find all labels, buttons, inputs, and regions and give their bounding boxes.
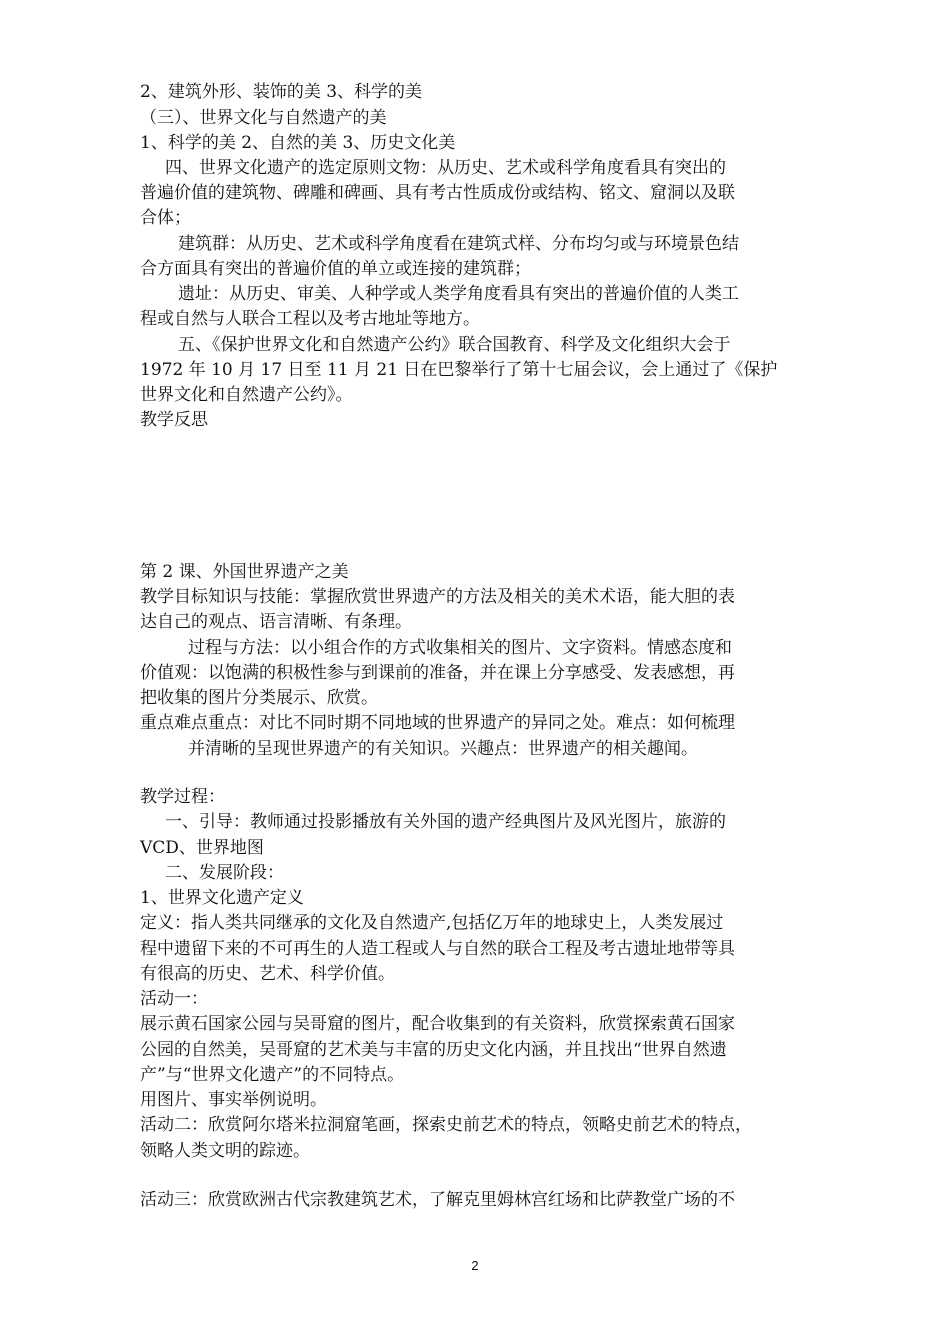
page-number: 2 <box>471 1258 479 1273</box>
text-line: 程中遗留下来的不可再生的人造工程或人与自然的联合工程及考古遗址地带等具 <box>140 939 735 959</box>
text-line: 达自己的观点、语言清晰、有条理。 <box>140 612 412 632</box>
text-line: 重点难点重点：对比不同时期不同地域的世界遗产的异同之处。难点：如何梳理 <box>140 713 735 733</box>
text-line: 教学目标知识与技能：掌握欣赏世界遗产的方法及相关的美术术语，能大胆的表 <box>140 587 735 607</box>
text-line: 并清晰的呈现世界遗产的有关知识。兴趣点：世界遗产的相关趣闻。 <box>188 739 698 759</box>
text-line: 程或自然与人联合工程以及考古地址等地方。 <box>140 309 480 329</box>
text-line: 五、《保护世界文化和自然遗产公约》联合国教育、科学及文化组织大会于 <box>178 335 731 355</box>
text-line: 四、世界文化遗产的选定原则文物：从历史、艺术或科学角度看具有突出的 <box>165 158 726 178</box>
text-line: 2、建筑外形、装饰的美 3、科学的美 <box>140 82 423 102</box>
text-line: 活动一： <box>140 989 208 1009</box>
text-line: 遗址：从历史、审美、人种学或人类学角度看具有突出的普遍价值的人类工 <box>178 284 739 304</box>
text-line: 活动三：欣赏欧洲古代宗教建筑艺术，了解克里姆林宫红场和比萨教堂广场的不 <box>140 1190 735 1210</box>
text-line: 教学过程： <box>140 787 225 807</box>
text-line: 产”与“世界文化遗产”的不同特点。 <box>140 1065 405 1085</box>
text-line: 公园的自然美，吴哥窟的艺术美与丰富的历史文化内涵，并且找出“世界自然遗 <box>140 1040 727 1060</box>
text-line: 1972 年 10 月 17 日至 11 月 21 日在巴黎举行了第十七届会议，会上通过了《保护 <box>140 360 778 380</box>
text-line: 世界文化和自然遗产公约》。 <box>140 385 353 405</box>
text-line: 活动二：欣赏阿尔塔米拉洞窟笔画，探索史前艺术的特点，领略史前艺术的特点， <box>140 1115 752 1135</box>
text-line: 合体； <box>140 208 191 228</box>
text-line: 用图片、事实举例说明。 <box>140 1090 327 1110</box>
text-line: 普遍价值的建筑物、碑雕和碑画、具有考古性质成份或结构、铭文、窟洞以及联 <box>140 183 735 203</box>
text-line: 展示黄石国家公园与吴哥窟的图片，配合收集到的有关资料，欣赏探索黄石国家 <box>140 1014 735 1034</box>
text-line: 定义：指人类共同继承的文化及自然遗产,包括亿万年的地球史上，人类发展过 <box>140 913 724 933</box>
text-line: 有很高的历史、艺术、科学价值。 <box>140 964 395 984</box>
text-line: 1、世界文化遗产定义 <box>140 888 304 908</box>
text-line: 把收集的图片分类展示、欣赏。 <box>140 688 378 708</box>
text-line: 一、引导：教师通过投影播放有关外国的遗产经典图片及风光图片，旅游的 <box>165 812 726 832</box>
text-line: 第 2 课、外国世界遗产之美 <box>140 562 349 582</box>
text-line: 建筑群：从历史、艺术或科学角度看在建筑式样、分布均匀或与环境景色结 <box>178 234 739 254</box>
text-line: （三）、世界文化与自然遗产的美 <box>140 108 387 128</box>
text-line: 价值观：以饱满的积极性参与到课前的准备，并在课上分享感受、发表感想，再 <box>140 663 735 683</box>
text-line: 领略人类文明的踪迹。 <box>140 1141 310 1161</box>
text-line: 二、发展阶段： <box>165 863 284 883</box>
text-line: 合方面具有突出的普遍价值的单立或连接的建筑群； <box>140 259 531 279</box>
text-line: 教学反思 <box>140 410 208 430</box>
text-line: 1、科学的美 2、自然的美 3、历史文化美 <box>140 133 456 153</box>
text-line: VCD、世界地图 <box>140 838 264 858</box>
text-line: 过程与方法：以小组合作的方式收集相关的图片、文字资料。情感态度和 <box>188 638 732 658</box>
